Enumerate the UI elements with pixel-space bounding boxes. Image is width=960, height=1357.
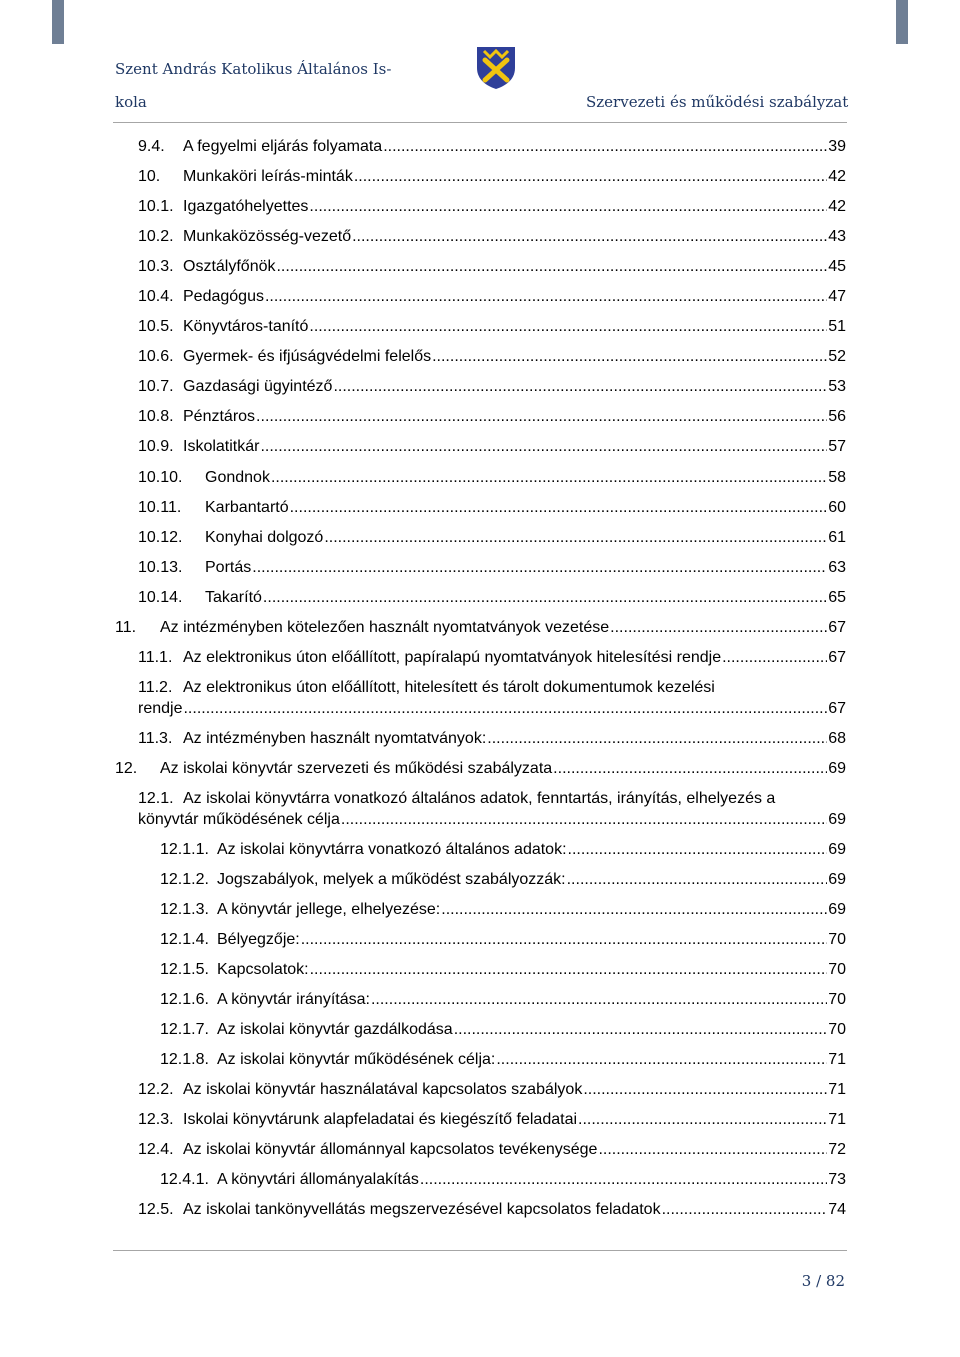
toc-entry-title: Könyvtáros-tanító <box>183 318 309 335</box>
toc-leader-dots <box>354 167 827 187</box>
toc-entry[interactable] <box>138 1110 846 1130</box>
toc-entry[interactable] <box>138 287 846 307</box>
school-crest-logo <box>473 44 519 90</box>
toc-entry-page: 71 <box>828 1051 846 1068</box>
toc-leader-dots <box>271 468 827 488</box>
toc-leader-dots <box>352 227 827 247</box>
toc-entry-title: A könyvtár irányítása: <box>217 991 370 1008</box>
toc-entry[interactable] <box>138 648 846 668</box>
toc-leader-dots <box>553 759 827 779</box>
toc-entry[interactable] <box>160 870 846 890</box>
toc-leader-dots <box>309 197 827 217</box>
toc-entry-page: 58 <box>828 469 846 486</box>
toc-entry-title: Iskolai könyvtárunk alapfeladatai és kiegészítő feladatai <box>183 1111 578 1128</box>
toc-entry-title: Pénztáros <box>183 408 256 425</box>
toc-entry-title: Karbantartó <box>205 499 289 516</box>
toc-entry-page: 70 <box>828 1021 846 1038</box>
toc-entry-number: 10.12. <box>138 529 183 546</box>
toc-entry-title: Munkaköri leírás-minták <box>183 168 353 185</box>
toc-entry-page: 47 <box>828 288 846 305</box>
toc-entry-page: 70 <box>828 931 846 948</box>
toc-entry-number: 10.3. <box>138 258 174 275</box>
toc-leader-dots <box>441 900 827 920</box>
toc-entry-number: 10.8. <box>138 408 174 425</box>
toc-entry-title: Pedagógus <box>183 288 264 305</box>
toc-entry[interactable] <box>138 317 846 337</box>
toc-entry-number: 10.9. <box>138 438 174 455</box>
toc-entry-page: 70 <box>828 961 846 978</box>
toc-entry-number: 10.13. <box>138 559 183 576</box>
toc-entry[interactable] <box>160 990 846 1010</box>
toc-leader-dots <box>371 990 827 1010</box>
toc-leader-dots <box>578 1110 827 1130</box>
toc-entry-title: Az iskolai könyvtár szervezeti és működési szabályzata <box>160 760 553 777</box>
document-title: Szervezeti és működési szabályzat <box>586 93 849 111</box>
toc-entry-number: 12.1.1. <box>160 841 209 858</box>
toc-entry-number: 12.1.2. <box>160 871 209 888</box>
toc-entry-title: Az elektronikus úton előállított, hitelesített és tárolt dokumentumok kezelési <box>183 679 715 696</box>
toc-entry[interactable] <box>138 468 846 488</box>
toc-entry-number: 10.4. <box>138 288 174 305</box>
toc-entry-number: 12.1.8. <box>160 1051 209 1068</box>
toc-entry[interactable] <box>138 558 846 578</box>
toc-leader-dots <box>598 1140 827 1160</box>
toc-entry[interactable] <box>160 840 846 860</box>
toc-entry-title: Az iskolai könyvtár gazdálkodása <box>217 1021 453 1038</box>
toc-entry-title: Az intézményben használt nyomtatványok: <box>183 730 487 747</box>
toc-entry-number: 12.1.5. <box>160 961 209 978</box>
toc-leader-dots <box>567 870 828 890</box>
toc-entry[interactable] <box>138 1200 846 1220</box>
toc-entry[interactable] <box>160 930 846 950</box>
toc-entry-page: 69 <box>828 871 846 888</box>
toc-entry-page: 39 <box>828 138 846 155</box>
toc-entry[interactable] <box>160 960 846 980</box>
toc-entry-page: 71 <box>828 1081 846 1098</box>
toc-entry[interactable] <box>115 759 846 779</box>
toc-entry[interactable] <box>160 1020 846 1040</box>
toc-leader-dots <box>333 377 827 397</box>
toc-entry-number: 10.6. <box>138 348 174 365</box>
toc-entry-number: 10. <box>138 168 161 185</box>
toc-entry[interactable] <box>138 137 846 157</box>
toc-leader-dots <box>432 347 827 367</box>
toc-entry-page: 74 <box>828 1201 846 1218</box>
page-number: 3 / 82 <box>801 1272 845 1290</box>
toc-entry-number: 10.1. <box>138 198 174 215</box>
toc-entry-title: Gyermek- és ifjúságvédelmi felelős <box>183 348 432 365</box>
toc-entry[interactable] <box>160 1170 846 1190</box>
toc-entry-page: 70 <box>828 991 846 1008</box>
toc-entry-title: Az iskolai könyvtár állománnyal kapcsolatos tevékenysége <box>183 1141 598 1158</box>
toc-entry[interactable] <box>160 900 846 920</box>
toc-leader-dots <box>290 498 828 518</box>
toc-leader-dots <box>568 840 828 860</box>
toc-entry-title: Gazdasági ügyintéző <box>183 378 333 395</box>
toc-entry-page: 43 <box>828 228 846 245</box>
toc-entry-number: 12.4. <box>138 1141 174 1158</box>
toc-entry-number: 9.4. <box>138 138 165 155</box>
toc-entry[interactable] <box>138 729 846 749</box>
toc-entry-number: 12.3. <box>138 1111 174 1128</box>
toc-entry-page: 42 <box>828 198 846 215</box>
page-header <box>0 0 960 130</box>
toc-entry-page: 69 <box>828 901 846 918</box>
toc-entry[interactable] <box>138 227 846 247</box>
toc-entry-title: Portás <box>205 559 252 576</box>
toc-entry[interactable] <box>160 1050 846 1070</box>
toc-entry-number: 12.1.6. <box>160 991 209 1008</box>
toc-entry-page: 42 <box>828 168 846 185</box>
toc-entry-number: 12.1. <box>138 790 174 807</box>
toc-entry-number: 11.1. <box>138 649 173 666</box>
toc-entry-title: A könyvtár jellege, elhelyezése: <box>217 901 441 918</box>
toc-entry[interactable] <box>138 588 846 608</box>
toc-entry-page: 69 <box>828 841 846 858</box>
toc-leader-dots <box>454 1020 828 1040</box>
toc-entry-number: 10.5. <box>138 318 174 335</box>
toc-entry-number: 10.7. <box>138 378 174 395</box>
toc-entry-title: Az elektronikus úton előállított, papíralapú nyomtatványok hitelesítési rendje <box>183 649 722 666</box>
toc-entry-title: Kapcsolatok: <box>217 961 309 978</box>
toc-entry-number: 11. <box>115 619 137 636</box>
toc-entry[interactable] <box>138 1140 846 1160</box>
toc-leader-dots <box>496 1050 827 1070</box>
toc-entry-title: Gondnok <box>205 469 270 486</box>
toc-entry[interactable] <box>115 618 846 638</box>
toc-entry-page: 71 <box>828 1111 846 1128</box>
toc-entry-page: 69 <box>828 760 846 777</box>
toc-entry-number: 11.2. <box>138 679 173 696</box>
toc-leader-dots <box>722 648 827 668</box>
toc-entry-page: 67 <box>828 700 846 717</box>
toc-entry-title: Takarító <box>205 589 262 606</box>
toc-entry-page: 61 <box>828 529 846 546</box>
school-name-line1: Szent András Katolikus Általános Is- <box>115 60 392 78</box>
toc-entry-page: 73 <box>828 1171 846 1188</box>
toc-entry-title: Az iskolai tankönyvellátás megszervezésével kapcsolatos feladatok <box>183 1201 661 1218</box>
toc-leader-dots <box>309 317 827 337</box>
toc-entry-number: 10.14. <box>138 589 183 606</box>
toc-entry-page: 52 <box>828 348 846 365</box>
toc-entry[interactable] <box>138 407 846 427</box>
toc-entry-page: 67 <box>828 619 846 636</box>
toc-entry-page: 57 <box>828 438 846 455</box>
toc-entry-title: Az iskolai könyvtár működésének célja: <box>217 1051 496 1068</box>
toc-entry-number: 12.4.1. <box>160 1171 209 1188</box>
toc-leader-dots <box>276 257 827 277</box>
toc-entry-page: 67 <box>828 649 846 666</box>
toc-leader-dots <box>583 1080 827 1100</box>
toc-entry-title-continued: rendje <box>138 700 183 717</box>
toc-entry-number: 12.1.7. <box>160 1021 209 1038</box>
toc-leader-dots <box>301 930 827 950</box>
toc-entry-title: Az iskolai könyvtárra vonatkozó általános adatok: <box>217 841 567 858</box>
toc-leader-dots <box>662 1200 828 1220</box>
toc-leader-dots <box>260 437 827 457</box>
toc-entry-page: 72 <box>828 1141 846 1158</box>
toc-entry[interactable] <box>138 789 846 809</box>
toc-entry[interactable] <box>138 437 846 457</box>
toc-entry-title: A fegyelmi eljárás folyamata <box>183 138 383 155</box>
toc-entry[interactable] <box>138 1080 846 1100</box>
toc-leader-dots <box>265 287 827 307</box>
toc-leader-dots <box>383 137 827 157</box>
toc-entry[interactable] <box>138 197 846 217</box>
toc-entry-page: 68 <box>828 730 846 747</box>
toc-entry[interactable] <box>138 377 846 397</box>
toc-entry-title: Konyhai dolgozó <box>205 529 324 546</box>
toc-entry-number: 12.1.3. <box>160 901 209 918</box>
toc-entry-page: 60 <box>828 499 846 516</box>
school-name-line2: kola <box>115 93 147 111</box>
toc-entry-title: Az iskolai könyvtár használatával kapcsolatos szabályok <box>183 1081 583 1098</box>
toc-entry-page: 51 <box>828 318 846 335</box>
toc-leader-dots <box>341 810 827 830</box>
toc-entry-title: Osztályfőnök <box>183 258 276 275</box>
toc-entry-title: Jogszabályok, melyek a működést szabályozzák: <box>217 871 566 888</box>
toc-entry-title: Iskolatitkár <box>183 438 260 455</box>
header-rule <box>113 122 847 123</box>
toc-leader-dots <box>183 699 827 719</box>
toc-entry-continuation[interactable] <box>138 810 846 830</box>
toc-entry[interactable] <box>138 257 846 277</box>
toc-entry-title: A könyvtári állományalakítás <box>217 1171 419 1188</box>
toc-entry-title: Bélyegzője: <box>217 931 300 948</box>
toc-entry-number: 12. <box>115 760 138 777</box>
toc-entry[interactable] <box>138 347 846 367</box>
toc-leader-dots <box>487 729 827 749</box>
toc-entry-title: Igazgatóhelyettes <box>183 198 309 215</box>
toc-leader-dots <box>420 1170 827 1190</box>
toc-leader-dots <box>610 618 827 638</box>
toc-entry-page: 45 <box>828 258 846 275</box>
toc-entry-number: 12.5. <box>138 1201 174 1218</box>
toc-leader-dots <box>263 588 827 608</box>
footer-rule <box>113 1250 847 1251</box>
toc-entry-title: Munkaközösség-vezető <box>183 228 352 245</box>
toc-entry-number: 10.2. <box>138 228 174 245</box>
toc-entry-number: 10.10. <box>138 469 183 486</box>
toc-entry-continuation[interactable] <box>138 699 846 719</box>
toc-entry[interactable] <box>138 167 846 187</box>
toc-entry-number: 11.3. <box>138 730 173 747</box>
toc-entry-title-continued: könyvtár működésének célja <box>138 811 340 828</box>
toc-entry-number: 12.1.4. <box>160 931 209 948</box>
toc-entry-number: 10.11. <box>138 499 182 516</box>
toc-leader-dots <box>252 558 827 578</box>
toc-entry-page: 53 <box>828 378 846 395</box>
toc-entry[interactable] <box>138 678 846 698</box>
toc-entry-page: 56 <box>828 408 846 425</box>
toc-entry-page: 65 <box>828 589 846 606</box>
toc-entry[interactable] <box>138 498 846 518</box>
toc-entry[interactable] <box>138 528 846 548</box>
toc-entry-title: Az iskolai könyvtárra vonatkozó általános adatok, fenntartás, irányítás, elhelyezés a <box>183 790 776 807</box>
toc-entry-page: 69 <box>828 811 846 828</box>
toc-entry-number: 12.2. <box>138 1081 174 1098</box>
toc-leader-dots <box>310 960 828 980</box>
toc-leader-dots <box>256 407 827 427</box>
toc-entry-page: 63 <box>828 559 846 576</box>
toc-entry-title: Az intézményben kötelezően használt nyomtatványok vezetése <box>160 619 610 636</box>
toc-leader-dots <box>324 528 827 548</box>
